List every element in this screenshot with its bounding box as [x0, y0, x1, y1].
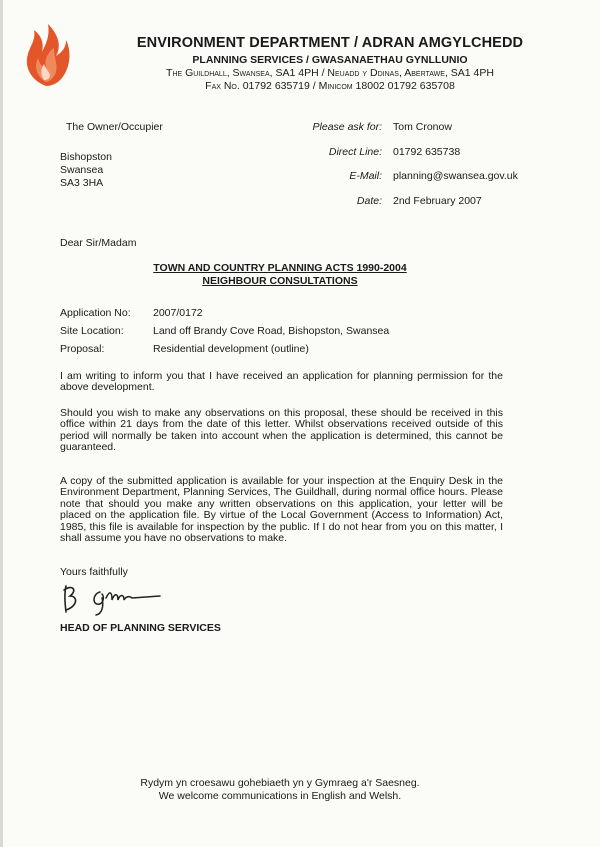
- ask-for-value: Tom Cronow: [393, 121, 452, 133]
- footer-welsh: Rydym yn croesawu gohebiaeth yn y Gymraeg a'r Saesneg.: [140, 777, 420, 789]
- paragraph-2: Should you wish to make any observations on this proposal, these should be received in this office within 21 days from the date of this letter. Whilst observations received outside of this period will normally be taken into account when the application is determined, this cannot be guaranteed.: [60, 407, 503, 454]
- consultation-heading: NEIGHBOUR CONSULTATIONS: [202, 275, 358, 287]
- recipient-line1: Bishopston: [60, 151, 112, 163]
- recipient-name: The Owner/Occupier: [66, 121, 163, 133]
- application-no-value: 2007/0172: [153, 307, 203, 319]
- site-location-label: Site Location:: [60, 325, 124, 337]
- fax-minicom: Fax No. 01792 635719 / Minicom 18002 01792 635708: [205, 80, 455, 92]
- service-title: PLANNING SERVICES / GWASANAETHAU GYNLLUNIO: [192, 54, 468, 66]
- email-value: planning@swansea.gov.uk: [393, 170, 518, 182]
- ask-for-label: Please ask for:: [312, 121, 382, 133]
- email-label: E-Mail:: [349, 170, 382, 182]
- scan-edge: [0, 0, 3, 847]
- date-value: 2nd February 2007: [393, 195, 482, 207]
- proposal-value: Residential development (outline): [153, 343, 309, 355]
- proposal-label: Proposal:: [60, 343, 105, 355]
- direct-line-value: 01792 635738: [393, 146, 461, 158]
- recipient-line2: Swansea: [60, 164, 104, 176]
- application-no-label: Application No:: [60, 307, 131, 319]
- salutation: Dear Sir/Madam: [60, 237, 137, 249]
- recipient-postcode: SA3 3HA: [60, 177, 104, 189]
- sign-off: Yours faithfully: [60, 566, 128, 578]
- paragraph-1: I am writing to inform you that I have received an application for planning permission for the above development.: [60, 370, 503, 394]
- site-location-value: Land off Brandy Cove Road, Bishopston, Swansea: [153, 325, 390, 337]
- footer-english: We welcome communications in English and Welsh.: [158, 790, 402, 802]
- paragraph-3: A copy of the submitted application is available for your inspection at the Enquiry Desk in the Environment Department, Planning Services, The Guildhall, during normal office hours. Please note that should you make any written observations on this application, your letter will be placed on the application file. By virtue of the Local Government (Access to Information) Act, 1985, this file is available for inspection by the public. If I do not hear from you on this matter, I shall assume you have no observations to make.: [60, 475, 503, 545]
- acts-heading: TOWN AND COUNTRY PLANNING ACTS 1990-2004: [153, 262, 407, 274]
- department-address: The Guildhall, Swansea, SA1 4PH / Neuadd y Ddinas, Abertawe, SA1 4PH: [166, 67, 494, 79]
- signatory-title: HEAD OF PLANNING SERVICES: [60, 622, 221, 634]
- direct-line-label: Direct Line:: [328, 146, 382, 158]
- handwritten-signature: [60, 582, 170, 616]
- date-label: Date:: [356, 195, 382, 207]
- swansea-flame-logo-icon: [22, 22, 72, 88]
- department-title: ENVIRONMENT DEPARTMENT / ADRAN AMGYLCHEDD: [136, 35, 524, 51]
